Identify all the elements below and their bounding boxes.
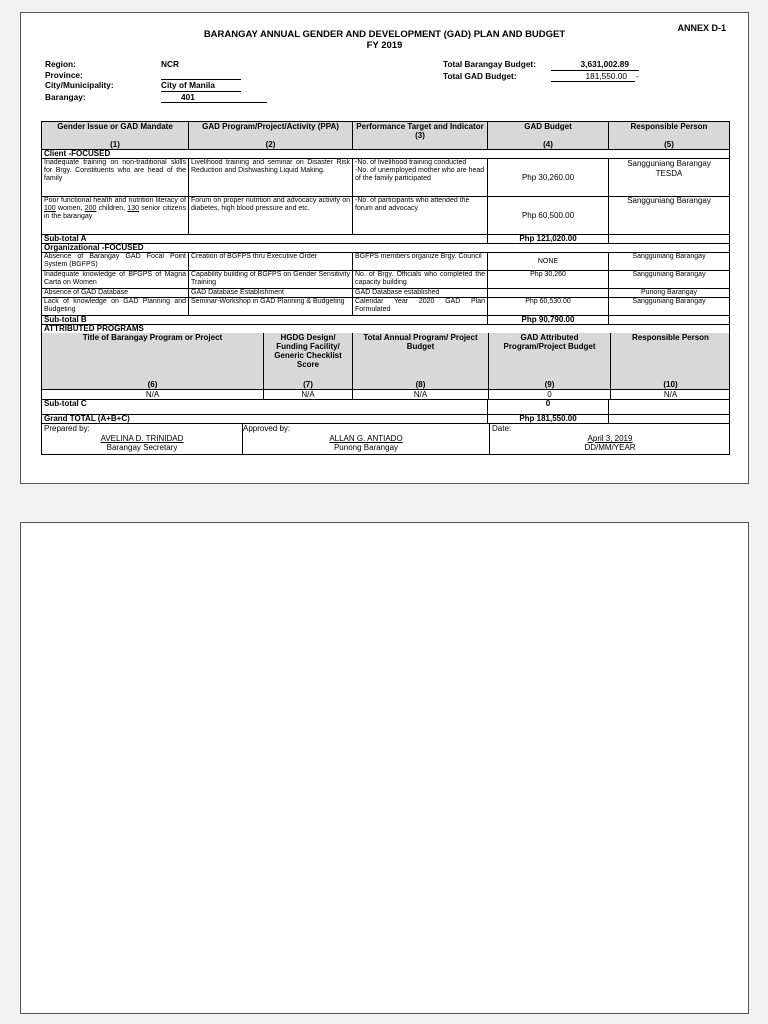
col-header-hgdg: HGDG Design/ Funding Facility/ Generic Checklist Score (7) [264, 333, 353, 389]
subtotal-b-label: Sub-total B [42, 316, 488, 325]
col-header-program-title: Title of Barangay Program or Project (6) [42, 333, 264, 389]
hgdg-cell: N/A [264, 390, 353, 399]
province-value [161, 70, 241, 80]
section-row-attributed [42, 325, 730, 334]
grand-total-row [42, 415, 730, 424]
subtotal-row-a [42, 235, 730, 244]
col-header-ppa: GAD Program/Project/Activity (PPA) (2) [189, 122, 353, 150]
table-header-row [42, 122, 730, 150]
total-budget-label: Total Barangay Budget: [443, 59, 536, 69]
location-header [45, 59, 267, 103]
budget-cell: Php 60,500.00 [488, 197, 609, 235]
subtotal-b-value: Php 90,790.00 [488, 316, 609, 325]
approved-block [243, 424, 490, 454]
subtotal-a-label: Sub-total A [42, 235, 488, 244]
issue-cell: Absence of Barangay GAD Focal Point System (BGFPS) [42, 253, 189, 271]
gad-plan-table [41, 121, 730, 455]
signature-cell [42, 424, 730, 455]
table-row [42, 390, 730, 400]
section-row-org [42, 244, 730, 253]
budget-cell [488, 289, 609, 298]
title-line-1: BARANGAY ANNUAL GENDER AND DEVELOPMENT (GAD) PLAN AND BUDGET [203, 29, 566, 40]
grand-total-value: Php 181,550.00 [488, 415, 609, 424]
attr-person-cell: N/A [663, 390, 678, 399]
annex-label: ANNEX D-1 [677, 23, 726, 33]
budget-header [443, 59, 639, 82]
budget-cell: Php 30,260 [488, 271, 609, 289]
prepared-label: Prepared by: [44, 424, 90, 433]
region-label: Region: [45, 59, 76, 69]
attributed-header-row [42, 333, 730, 390]
col-header-person: Responsible Person (5) [609, 122, 730, 150]
person-cell: Sangguniang Barangay TESDA [609, 159, 730, 197]
target-cell: -No. of livelihood training conducted -No. of unemployed mother who are head of the family participated [353, 159, 488, 197]
subtotal-c-label: Sub-total C [42, 400, 488, 415]
issue-cell: Poor functional health and nutrition literacy of 100 women, 200 children, 130 senior citizens in the barangay [42, 197, 189, 235]
subtotal-row-c [42, 400, 730, 415]
budget-cell: Php 60,530.00 [488, 298, 609, 316]
approved-label: Approved by: [243, 424, 291, 433]
issue-cell: Inadequate training on non-traditional skills for Brgy. Constituents who are head of the family [42, 159, 189, 197]
date-block [490, 424, 730, 454]
gad-attributed-cell: 0 [489, 390, 611, 399]
target-cell: BGFPS members organize Brgy. Council [353, 253, 488, 271]
section-title-attributed: ATTRIBUTED PROGRAMS [42, 325, 730, 334]
table-row [42, 253, 730, 271]
total-budget-value: 3,631,002.89 [551, 59, 639, 71]
section-title-client: Client -FOCUSED [42, 150, 730, 159]
person-cell: Punong Barangay [609, 289, 730, 298]
budget-cell: Php 30,260.00 [488, 159, 609, 197]
person-cell: Sangguniang Barangay [609, 197, 730, 235]
col-header-attr-person: Responsible Person (10) [611, 333, 730, 389]
section-row-client [42, 150, 730, 159]
subtotal-b-empty [609, 316, 730, 325]
col-header-target: Performance Target and Indicator (3) [353, 122, 488, 150]
target-cell: GAD Database established [353, 289, 488, 298]
grand-total-empty [609, 415, 730, 424]
table-row [42, 159, 730, 197]
total-gad-value: 181,550.00 [551, 71, 635, 83]
attributed-row-cell [42, 390, 730, 400]
ppa-cell: Creation of BGFPS thru Executive Order [189, 253, 353, 271]
approved-title: Punong Barangay [333, 443, 399, 452]
col-header-budget: GAD Budget (4) [488, 122, 609, 150]
subtotal-a-value: Php 121,020.00 [488, 235, 609, 244]
target-cell: No. of Brgy. Officials who completed the capacity building [353, 271, 488, 289]
prepared-title: Barangay Secretary [106, 443, 178, 452]
table-row [42, 298, 730, 316]
col-header-gad-attributed: GAD Attributed Program/Project Budget (9) [489, 333, 611, 389]
section-title-org: Organizational -FOCUSED [42, 244, 730, 253]
budget-cell: NONE [488, 253, 609, 271]
program-title-cell: N/A [42, 390, 264, 399]
region-value: NCR [161, 59, 179, 69]
prepared-block [42, 424, 243, 454]
grand-total-label: Grand TOTAL (A+B+C) [42, 415, 488, 424]
target-cell: -No. of participants who attended the forum and advocacy [353, 197, 488, 235]
person-cell: Sangguniang Barangay [609, 271, 730, 289]
subtotal-row-b [42, 316, 730, 325]
total-gad-suffix: - [636, 70, 639, 81]
prepared-name: AVELINA D. TRINIDAD [100, 434, 184, 443]
date-label: Date: [492, 424, 512, 433]
signature-row [42, 424, 730, 455]
document-page-1 [20, 12, 749, 484]
city-label: City/Municipality: [45, 80, 114, 90]
subtotal-c-empty [609, 400, 730, 415]
date-value: April 3, 2019 [587, 434, 633, 443]
title-line-2: FY 2019 [366, 40, 403, 51]
ppa-cell: Seminar-Workshop in GAD Planning & Budgeting [189, 298, 353, 316]
date-format: DD/MM/YEAR [584, 443, 636, 452]
table-row [42, 289, 730, 298]
ppa-cell: Livelihood training and seminar on Disaster Risk Reduction and Dishwashing Liquid Making. [189, 159, 353, 197]
person-cell: Sangguniang Barangay [609, 298, 730, 316]
ppa-cell: GAD Database Establishment [189, 289, 353, 298]
ppa-cell: Capability building of BGFPS on Gender Sensitivity Training [189, 271, 353, 289]
target-cell: Calendar Year 2020 GAD Plan Formulated [353, 298, 488, 316]
issue-cell: Lack of knowledge on GAD Planning and Budgeting [42, 298, 189, 316]
approved-name: ALLAN G. ANTIADO [329, 434, 403, 443]
document-page-2 [20, 522, 749, 1014]
person-cell: Sangguniang Barangay [609, 253, 730, 271]
col-header-total-budget: Total Annual Program/ Project Budget (8) [353, 333, 489, 389]
barangay-value: 401 [161, 92, 267, 104]
total-gad-label: Total GAD Budget: [443, 70, 517, 81]
attributed-header-cell [42, 333, 730, 390]
subtotal-c-value: 0 [488, 400, 609, 415]
issue-cell: Absence of GAD Database [42, 289, 189, 298]
document-title [21, 29, 748, 51]
col-header-issue: Gender Issue or GAD Mandate (1) [42, 122, 189, 150]
total-budget-cell: N/A [353, 390, 489, 399]
ppa-cell: Forum on proper nutrition and advocacy activity on diabetes, high blood pressure and etc. [189, 197, 353, 235]
issue-cell: Inadequate knowledge of BFGPS of Magna Carta on Women [42, 271, 189, 289]
barangay-label: Barangay: [45, 91, 86, 102]
table-row [42, 271, 730, 289]
province-label: Province: [45, 69, 83, 80]
table-row [42, 197, 730, 235]
subtotal-a-empty [609, 235, 730, 244]
city-value: City of Manila [161, 80, 241, 92]
